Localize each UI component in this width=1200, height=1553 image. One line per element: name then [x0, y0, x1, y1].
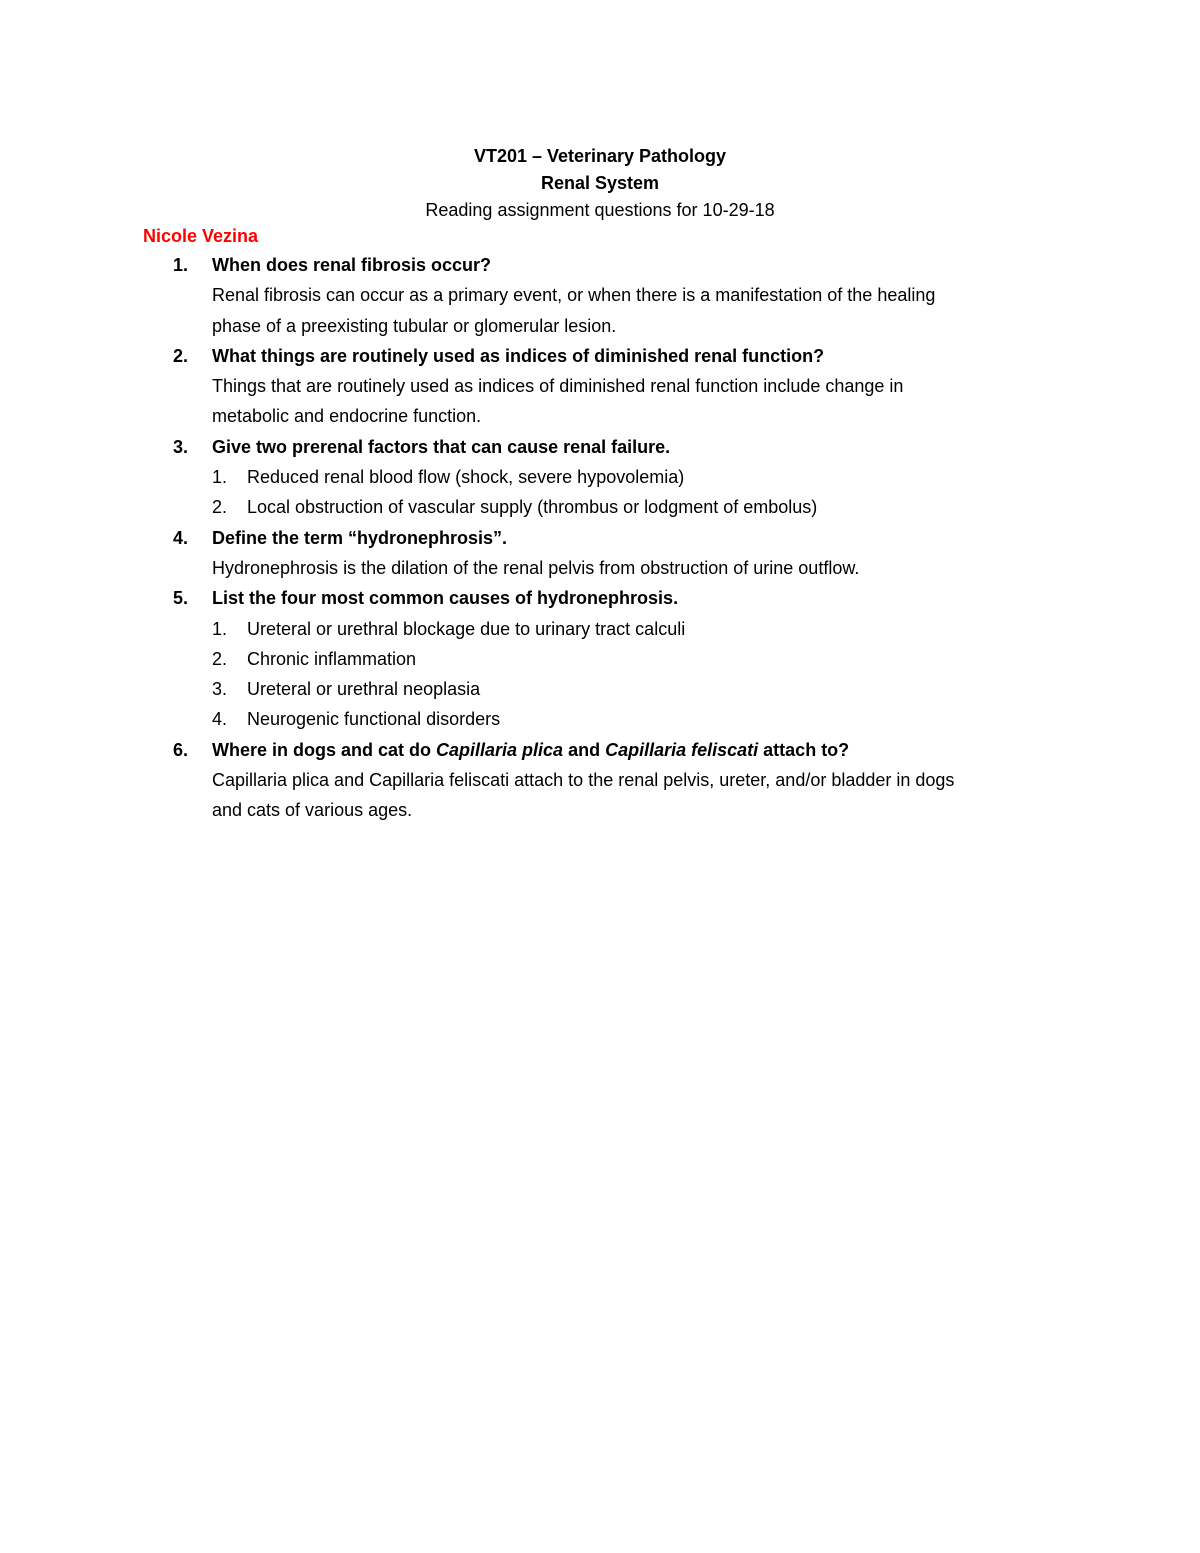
sub-item-text: Local obstruction of vascular supply (thrombus or lodgment of embolus): [247, 497, 818, 518]
document-subtitle: Renal System: [540, 173, 660, 193]
sub-item-number: 1.: [212, 467, 228, 488]
answer-line: [0, 280, 1200, 310]
question-text: What things are routinely used as indices of diminished renal function?: [212, 345, 825, 366]
sub-item-text: Chronic inflammation: [247, 648, 417, 669]
answer-text: phase of a preexisting tubular or glomerular lesion.: [212, 315, 617, 336]
answer-line: [0, 401, 1200, 431]
species-name-italic: Capillaria feliscati: [605, 739, 759, 760]
sub-list-item: [0, 674, 1200, 704]
answer-text: and cats of various ages.: [212, 800, 413, 821]
question-item-6: [0, 735, 1200, 765]
sub-item-number: 3.: [212, 679, 228, 700]
answer-text: metabolic and endocrine function.: [212, 406, 482, 427]
answer-text: Things that are routinely used as indices of diminished renal function include change in: [212, 376, 904, 397]
question-text: [212, 735, 849, 765]
question-text: Give two prerenal factors that can cause renal failure.: [212, 436, 671, 457]
answer-text: Hydronephrosis is the dilation of the renal pelvis from obstruction of urine outflow.: [212, 557, 860, 578]
question-text: When does renal fibrosis occur?: [212, 255, 492, 275]
question-number: 5.: [173, 588, 189, 609]
question-number: 1.: [173, 255, 189, 275]
sub-item-number: 2.: [212, 648, 228, 669]
question-item-4: [0, 523, 1200, 553]
question-item-3: [0, 432, 1200, 462]
sub-list-item: [0, 644, 1200, 674]
question-text: List the four most common causes of hydronephrosis.: [212, 588, 679, 609]
sub-item-number: 2.: [212, 497, 228, 518]
question-number: 3.: [173, 436, 189, 457]
answer-line: [0, 765, 1200, 795]
sub-item-number: 4.: [212, 709, 228, 730]
question-number: 2.: [173, 345, 189, 366]
question-item-5: [0, 583, 1200, 613]
question-text-part: and: [563, 739, 606, 760]
sub-list-item: [0, 492, 1200, 522]
assignment-line: Reading assignment questions for 10-29-18: [425, 200, 775, 220]
question-item-2: [0, 341, 1200, 371]
sub-list-item: [0, 614, 1200, 644]
sub-item-text: Ureteral or urethral neoplasia: [247, 679, 481, 700]
answer-line: [0, 553, 1200, 583]
sub-item-number: 1.: [212, 618, 228, 639]
species-name-italic: Capillaria plica: [436, 739, 564, 760]
answer-text: Renal fibrosis can occur as a primary event, or when there is a manifestation of the healing: [212, 285, 936, 306]
sub-list-item: [0, 704, 1200, 734]
question-list: [0, 250, 1200, 826]
question-item-1: [0, 250, 1200, 280]
question-text-part: Where in dogs and cat do: [212, 739, 437, 760]
answer-text: Capillaria plica and Capillaria feliscati attach to the renal pelvis, ureter, and/or bladder in dogs: [212, 770, 955, 791]
sub-item-text: Reduced renal blood flow (shock, severe hypovolemia): [247, 467, 685, 488]
question-number: 4.: [173, 527, 189, 548]
question-text-part: attach to?: [758, 739, 850, 760]
answer-line: [0, 371, 1200, 401]
sub-list-item: [0, 462, 1200, 492]
question-text: Define the term “hydronephrosis”.: [212, 527, 508, 548]
document-title: VT201 – Veterinary Pathology: [473, 146, 727, 166]
sub-item-text: Neurogenic functional disorders: [247, 709, 501, 730]
author-name: Nicole Vezina: [143, 226, 259, 246]
sub-item-text: Ureteral or urethral blockage due to urinary tract calculi: [247, 618, 686, 639]
question-number: 6.: [173, 739, 189, 760]
answer-line: [0, 311, 1200, 341]
answer-line: [0, 795, 1200, 825]
